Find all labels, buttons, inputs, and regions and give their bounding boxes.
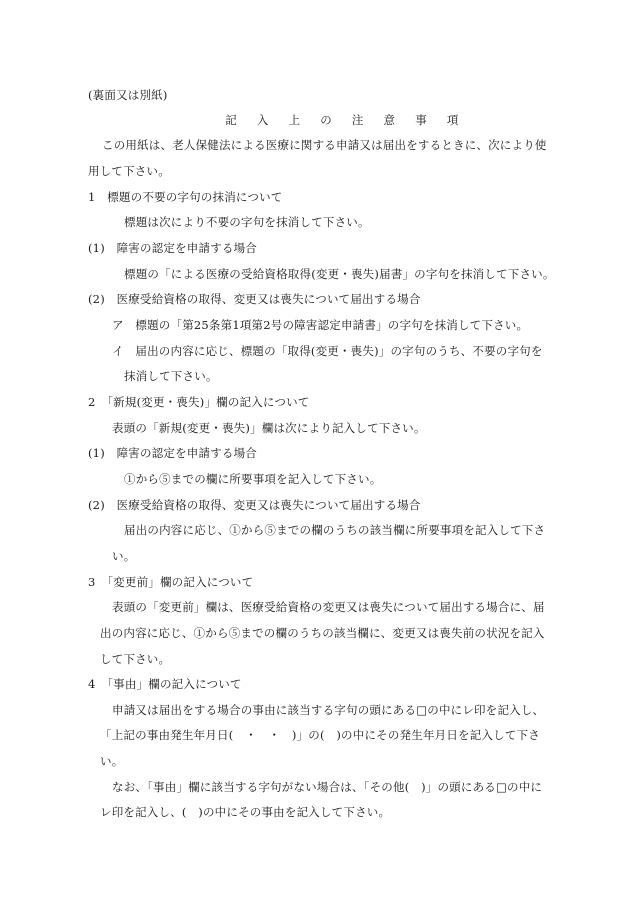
title-char: 意: [383, 113, 396, 127]
section-1-sub2-a: ア 標題の「第25条第1項第2号の障害認定申請書」の字句を抹消して下さい。: [112, 318, 529, 332]
intro-line-1: この用紙は、老人保健法による医療に関する申請又は届出をするときに、次により使: [102, 138, 547, 152]
section-2-body: 表頭の「新規(変更・喪失)」欄は次により記入して下さい。: [112, 421, 426, 435]
section-4-heading: 4 「事由」欄の記入について: [88, 677, 242, 691]
section-1-sub1-heading: (1) 障害の認定を申請する場合: [88, 241, 257, 255]
title-char: 事: [415, 113, 427, 127]
title-char: の: [320, 113, 332, 127]
section-2-heading: 2 「新規(変更・喪失)」欄の記入について: [88, 395, 310, 409]
title-char: 項: [446, 113, 459, 127]
section-2-sub1-body: ①から⑤までの欄に所要事項を記入して下さい。: [124, 472, 382, 486]
section-3-line-2: 出の内容に応じ、①から⑤までの欄のうちの該当欄に、変更又は喪失前の状況を記入: [100, 626, 545, 640]
section-2-sub2-body-line-2: い。: [112, 549, 136, 563]
title-char: 注: [351, 113, 364, 127]
section-4-para2-line-2: レ印を記入し、( )の中にその事由を記入して下さい。: [100, 805, 391, 819]
section-1-heading: 1 標題の不要の字句の抹消について: [88, 190, 283, 204]
title-char: 入: [256, 113, 269, 127]
note-top: (裏面又は別紙): [88, 88, 168, 102]
title-char: 記: [225, 113, 237, 127]
section-2-sub2-body-line-1: 届出の内容に応じ、①から⑤までの欄のうちの該当欄に所要事項を記入して下さ: [124, 523, 546, 537]
section-4-para1-line-3: い。: [100, 754, 124, 768]
section-1-sub2-i-line-2: 抹消して下さい。: [124, 369, 218, 383]
section-2-sub1-heading: (1) 障害の認定を申請する場合: [88, 446, 257, 460]
section-1-body: 標題は次により不要の字句を抹消して下さい。: [124, 215, 370, 229]
section-1-sub1-body: 標題の「による医療の受給資格取得(変更・喪失)届書」の字句を抹消して下さい。: [124, 267, 555, 281]
section-4-para2-line-1: なお、「事由」欄に該当する字句がない場合は、「その他( )」の頭にある□の中に: [112, 780, 543, 794]
intro-line-2: 用して下さい。: [88, 164, 170, 178]
section-1-sub2-i-line-1: イ 届出の内容に応じ、標題の「取得(変更・喪失)」の字句のうち、不要の字句を: [112, 344, 543, 358]
title-char: 上: [288, 113, 301, 127]
section-4-para1-line-2: 「上記の事由発生年月日( ・ ・ )」の( )の中にその発生年月日を記入して下さ: [100, 728, 540, 742]
section-2-sub2-heading: (2) 医療受給資格の取得、変更又は喪失について届出する場合: [88, 498, 421, 512]
section-3-line-1: 表頭の「変更前」欄は、医療受給資格の変更又は喪失について届出する場合に、届: [112, 600, 545, 614]
section-1-sub2-heading: (2) 医療受給資格の取得、変更又は喪失について届出する場合: [88, 292, 421, 306]
section-3-heading: 3 「変更前」欄の記入について: [88, 575, 254, 589]
section-3-line-3: して下さい。: [100, 652, 171, 666]
section-4-para1-line-1: 申請又は届出をする場合の事由に該当する字句の頭にある□の中にレ印を記入し、: [112, 703, 545, 717]
document-title: [222, 112, 462, 128]
